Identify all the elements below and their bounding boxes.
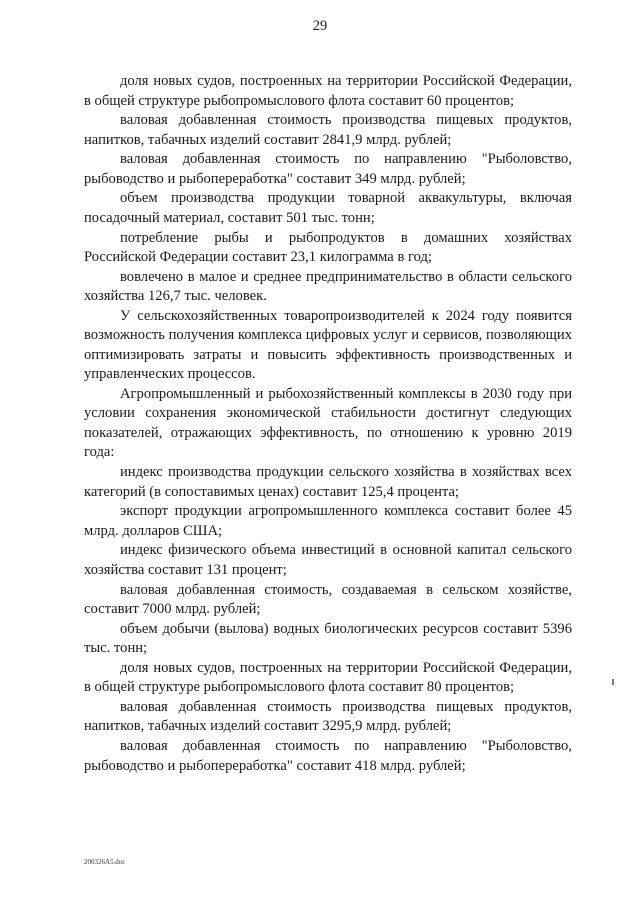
paragraph: объем производства продукции товарной аквакультуры, включая посадочный материал, составит 501 тыс. тонн;	[84, 190, 572, 226]
paragraph: Агропромышленный и рыбохозяйственный комплексы в 2030 году при условии сохранения экономической стабильности достигнут следующих показателей, отражающих эффективность, по отношению к уровню 2019 года:	[84, 385, 572, 461]
paragraph: индекс физического объема инвестиций в основной капитал сельского хозяйства составит 131 процент;	[84, 542, 572, 578]
footer-filename: 200326A5.doc	[84, 858, 126, 866]
paragraph: валовая добавленная стоимость производства пищевых продуктов, напитков, табачных изделий составит 3295,9 млрд. рублей;	[84, 698, 572, 735]
paragraph: доля новых судов, построенных на территории Российской Федерации, в общей структуре рыбопромыслового флота составит 80 процентов;	[84, 659, 572, 696]
page-number: 29	[312, 18, 328, 34]
paragraph: У сельскохозяйственных товаропроизводителей к 2024 году появится возможность получения комплекса цифровых услуг и сервисов, позволяющих оптимизировать затраты и повысить эффективность производственных и управленческих процессов.	[84, 307, 572, 383]
paragraph: доля новых судов, построенных на территории Российской Федерации, в общей структуре рыбопромыслового флота составит 60 процентов;	[84, 73, 572, 109]
paragraph: потребление рыбы и рыбопродуктов в домашних хозяйствах Российской Федерации составит 23,1 килограмма в год;	[84, 229, 572, 266]
document-body	[84, 72, 572, 776]
paragraph: экспорт продукции агропромышленного комплекса составит более 45 млрд. долларов США;	[84, 503, 572, 539]
paragraph: валовая добавленная стоимость по направлению "Рыболовство, рыбоводство и рыбопереработка" составит 418 млрд. рублей;	[84, 738, 572, 774]
paragraph: валовая добавленная стоимость по направлению "Рыболовство, рыбоводство и рыбопереработка" составит 349 млрд. рублей;	[84, 151, 572, 187]
paragraph: индекс производства продукции сельского хозяйства в хозяйствах всех категорий (в сопоставимых ценах) составит 125,4 процента;	[84, 464, 572, 500]
paragraph: валовая добавленная стоимость производства пищевых продуктов, напитков, табачных изделий составит 2841,9 млрд. рублей;	[84, 112, 572, 148]
paragraph: вовлечено в малое и среднее предпринимательство в области сельского хозяйства 126,7 тыс. человек.	[84, 268, 572, 305]
paragraph: объем добычи (вылова) водных биологических ресурсов составит 5396 тыс. тонн;	[84, 620, 572, 657]
margin-mark	[612, 679, 614, 685]
paragraph: валовая добавленная стоимость, создаваемая в сельском хозяйстве, составит 7000 млрд. рублей;	[84, 581, 572, 618]
